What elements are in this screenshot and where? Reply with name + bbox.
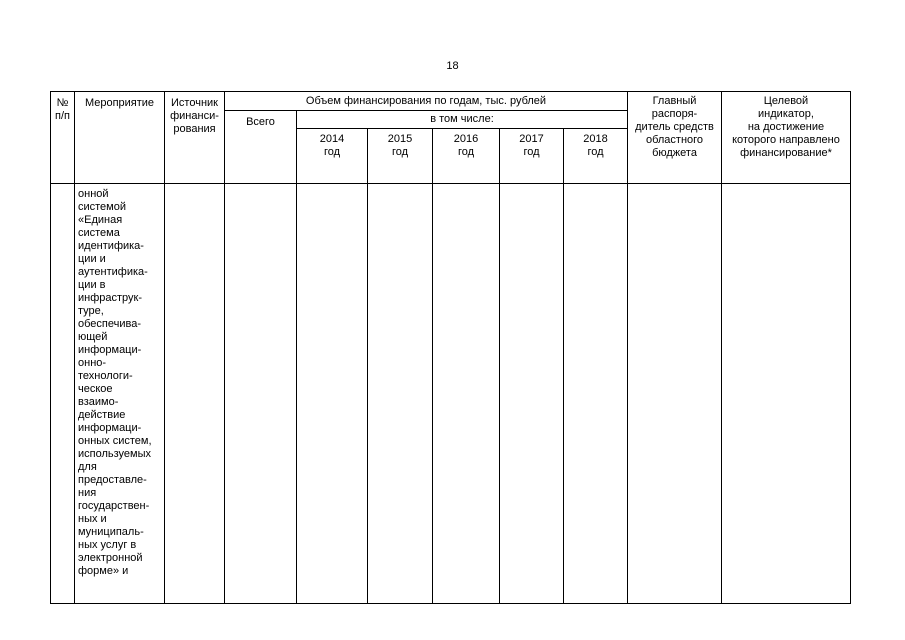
header-year-2018: 2018 год bbox=[564, 129, 628, 184]
cell-2014 bbox=[297, 184, 368, 604]
cell-2016 bbox=[433, 184, 500, 604]
page-number: 18 bbox=[446, 60, 459, 72]
cell-total bbox=[225, 184, 297, 604]
cell-2015 bbox=[368, 184, 433, 604]
header-budget-administrator: Главный распоря- дитель средств областного бюджета bbox=[628, 92, 722, 184]
header-source: Источник финанси- рования bbox=[165, 92, 225, 184]
cell-budget-administrator bbox=[628, 184, 722, 604]
header-year-2017: 2017 год bbox=[500, 129, 564, 184]
cell-activity: онной системой «Единая система идентифика- ции и аутентифика- ции в инфраструк- туре, обеспечива- ющей информаци- онно- технологи- ческое взаимо- действие информаци- онных систем, используемых для предоставле- ния государствен- ных и муниципаль- ных услуг в электронной форме» и bbox=[75, 184, 165, 604]
header-year-2016: 2016 год bbox=[433, 129, 500, 184]
cell-source bbox=[165, 184, 225, 604]
header-target-indicator: Целевой индикатор, на достижение которого направлено финансирование* bbox=[722, 92, 851, 184]
cell-number bbox=[51, 184, 75, 604]
header-activity: Мероприятие bbox=[75, 92, 165, 184]
header-total: Всего bbox=[225, 111, 297, 184]
header-financing-volume: Объем финансирования по годам, тыс. рублей bbox=[225, 92, 628, 111]
header-year-2015: 2015 год bbox=[368, 129, 433, 184]
cell-2018 bbox=[564, 184, 628, 604]
financing-table bbox=[50, 91, 851, 604]
header-year-2014: 2014 год bbox=[297, 129, 368, 184]
header-including: в том числе: bbox=[297, 111, 628, 129]
header-number: № п/п bbox=[51, 92, 75, 184]
cell-2017 bbox=[500, 184, 564, 604]
table-row bbox=[51, 184, 851, 604]
cell-target-indicator bbox=[722, 184, 851, 604]
